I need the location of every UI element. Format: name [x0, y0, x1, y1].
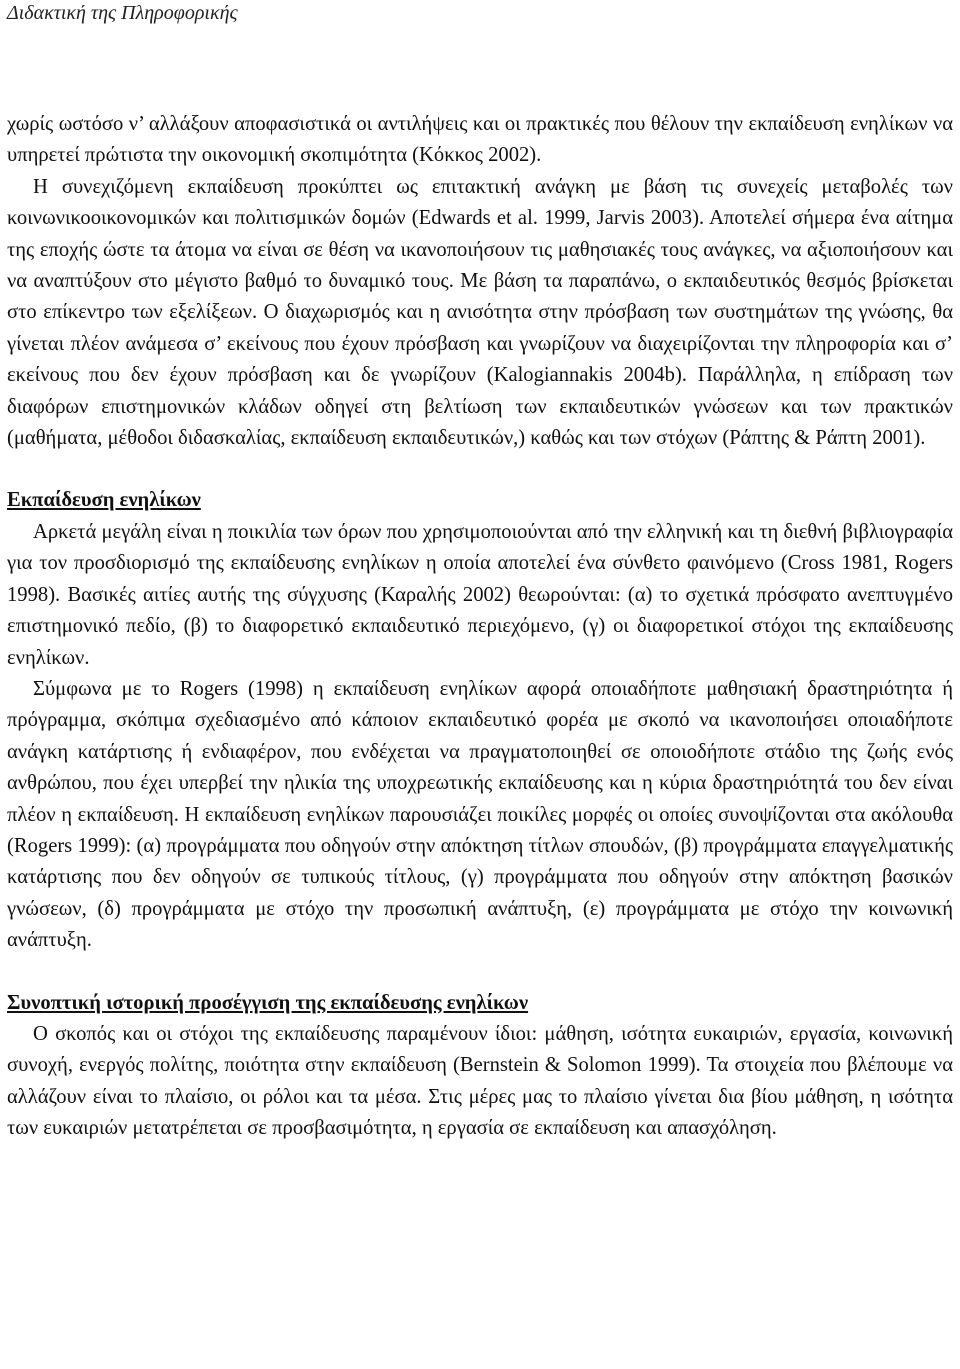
spacer — [7, 957, 953, 988]
section-heading-history: Συνοπτική ιστορική προσέγγιση της εκπαίδευσης ενηλίκων — [7, 991, 529, 1014]
spacer — [7, 454, 953, 485]
paragraph-continuation: χωρίς ωστόσο ν’ αλλάξουν αποφασιστικά οι αντιλήψεις και οι πρακτικές που θέλουν την εκπαίδευση ενηλίκων να υπηρετεί πρώτιστα την οικονομική σκοπιμότητα (Κόκκος 2002). — [7, 113, 953, 167]
section-heading-adult-education: Εκπαίδευση ενηλίκων — [7, 489, 201, 512]
paragraph-goals: Ο σκοπός και οι στόχοι της εκπαίδευσης παραμένουν ίδιοι: μάθηση, ισότητα ευκαιριών, εργασία, κοινωνική συνοχή, ενεργός πολίτης, ποιότητα στην εκπαίδευση (Bernstein & Solomon 1999). Τα στοιχεία που βλέπουμε να αλλάζουν είναι το πλαίσιο, οι ρόλοι και τα μέσα. Στις μέρες μας το πλαίσιο γίνεται δια βίου μάθηση, η ισότητα των ευκαιριών μετατρέπεται σε προσβασιμότητα, η εργασία σε εκπαίδευση και απασχόληση. — [7, 1022, 953, 1140]
paragraph-continuing-education: Η συνεχιζόμενη εκπαίδευση προκύπτει ως επιτακτική ανάγκη με βάση τις συνεχείς μεταβολές των κοινωνικοοικονομικών και πολιτισμικών δομών (Edwards et al. 1999, Jarvis 2003). Αποτελεί σήμερα ένα αίτημα της εποχής ώστε τα άτομα να είναι σε θέση να ικανοποιήσουν τις μαθησιακές τους ανάγκες, να αξιοποιήσουν και να αναπτύξουν στο μέγιστο βαθμό το δυναμικό τους. Με βάση τα παραπάνω, ο εκπαιδευτικός θεσμός βρίσκεται στο επίκεντρο των εξελίξεων. Ο διαχωρισμός και η ανισότητα στην πρόσβαση των συστημάτων της γνώσης, θα γίνεται πλέον ανάμεσα σ’ εκείνους που έχουν πρόσβαση και γνωρίζουν να διαχειρίζονται την πληροφορία και σ’ εκείνους που δεν έχουν πρόσβαση και δε γνωρίζουν (Kalogiannakis 2004b). Παράλληλα, η επίδραση των διαφόρων επιστημονικών κλάδων οδηγεί στη βελτίωση των εκπαιδευτικών γνώσεων και των πρακτικών (μαθήματα, μέθοδοι διδασκαλίας, εκπαίδευση εκπαιδευτικών,) καθώς και των στόχων (Ράπτης & Ράπτη 2001). — [7, 175, 953, 450]
body-text — [7, 109, 953, 1145]
paragraph-terms: Αρκετά μεγάλη είναι η ποικιλία των όρων που χρησιμοποιούνται από την ελληνική και τη διεθνή βιβλιογραφία για τον προσδιορισμό της εκπαίδευσης ενηλίκων η οποία αποτελεί ένα σύνθετο φαινόμενο (Cross 1981, Rogers 1998). Βασικές αιτίες αυτής της σύγχυσης (Καραλής 2002) θεωρούνται: (α) το σχετικά πρόσφατο ανεπτυγμένο επιστημονικό πεδίο, (β) το διαφορετικό εκπαιδευτικό περιεχόμενο, (γ) οι διαφορετικοί στόχοι της εκπαίδευσης ενηλίκων. — [7, 520, 953, 669]
paragraph-rogers: Σύμφωνα με το Rogers (1998) η εκπαίδευση ενηλίκων αφορά οποιαδήποτε μαθησιακή δραστηριότητα ή πρόγραμμα, σκόπιμα σχεδιασμένο από κάποιον εκπαιδευτικό φορέα με σκοπό να ικανοποιήσει οποιαδήποτε ανάγκη κατάρτισης ή ενδιαφέρον, που ενδέχεται να πραγματοποιηθεί σε οποιοδήποτε στάδιο της ζωής ενός ανθρώπου, που έχει υπερβεί την ηλικία της υποχρεωτικής εκπαίδευσης και η κύρια δραστηριότητά του δεν είναι πλέον η εκπαίδευση. Η εκπαίδευση ενηλίκων παρουσιάζει ποικίλες μορφές οι οποίες συνοψίζονται στα ακόλουθα (Rogers 1999): (α) προγράμματα που οδηγούν στην απόκτηση τίτλων σπουδών, (β) προγράμματα επαγγελματικής κατάρτισης που δεν οδηγούν σε τυπικούς τίτλους, (γ) προγράμματα που οδηγούν στην απόκτηση βασικών γνώσεων, (δ) προγράμματα με στόχο την προσωπική ανάπτυξη, (ε) προγράμματα με στόχο την κοινωνική ανάπτυξη. — [7, 677, 953, 952]
running-header: Διδακτική της Πληροφορικής — [7, 2, 238, 24]
